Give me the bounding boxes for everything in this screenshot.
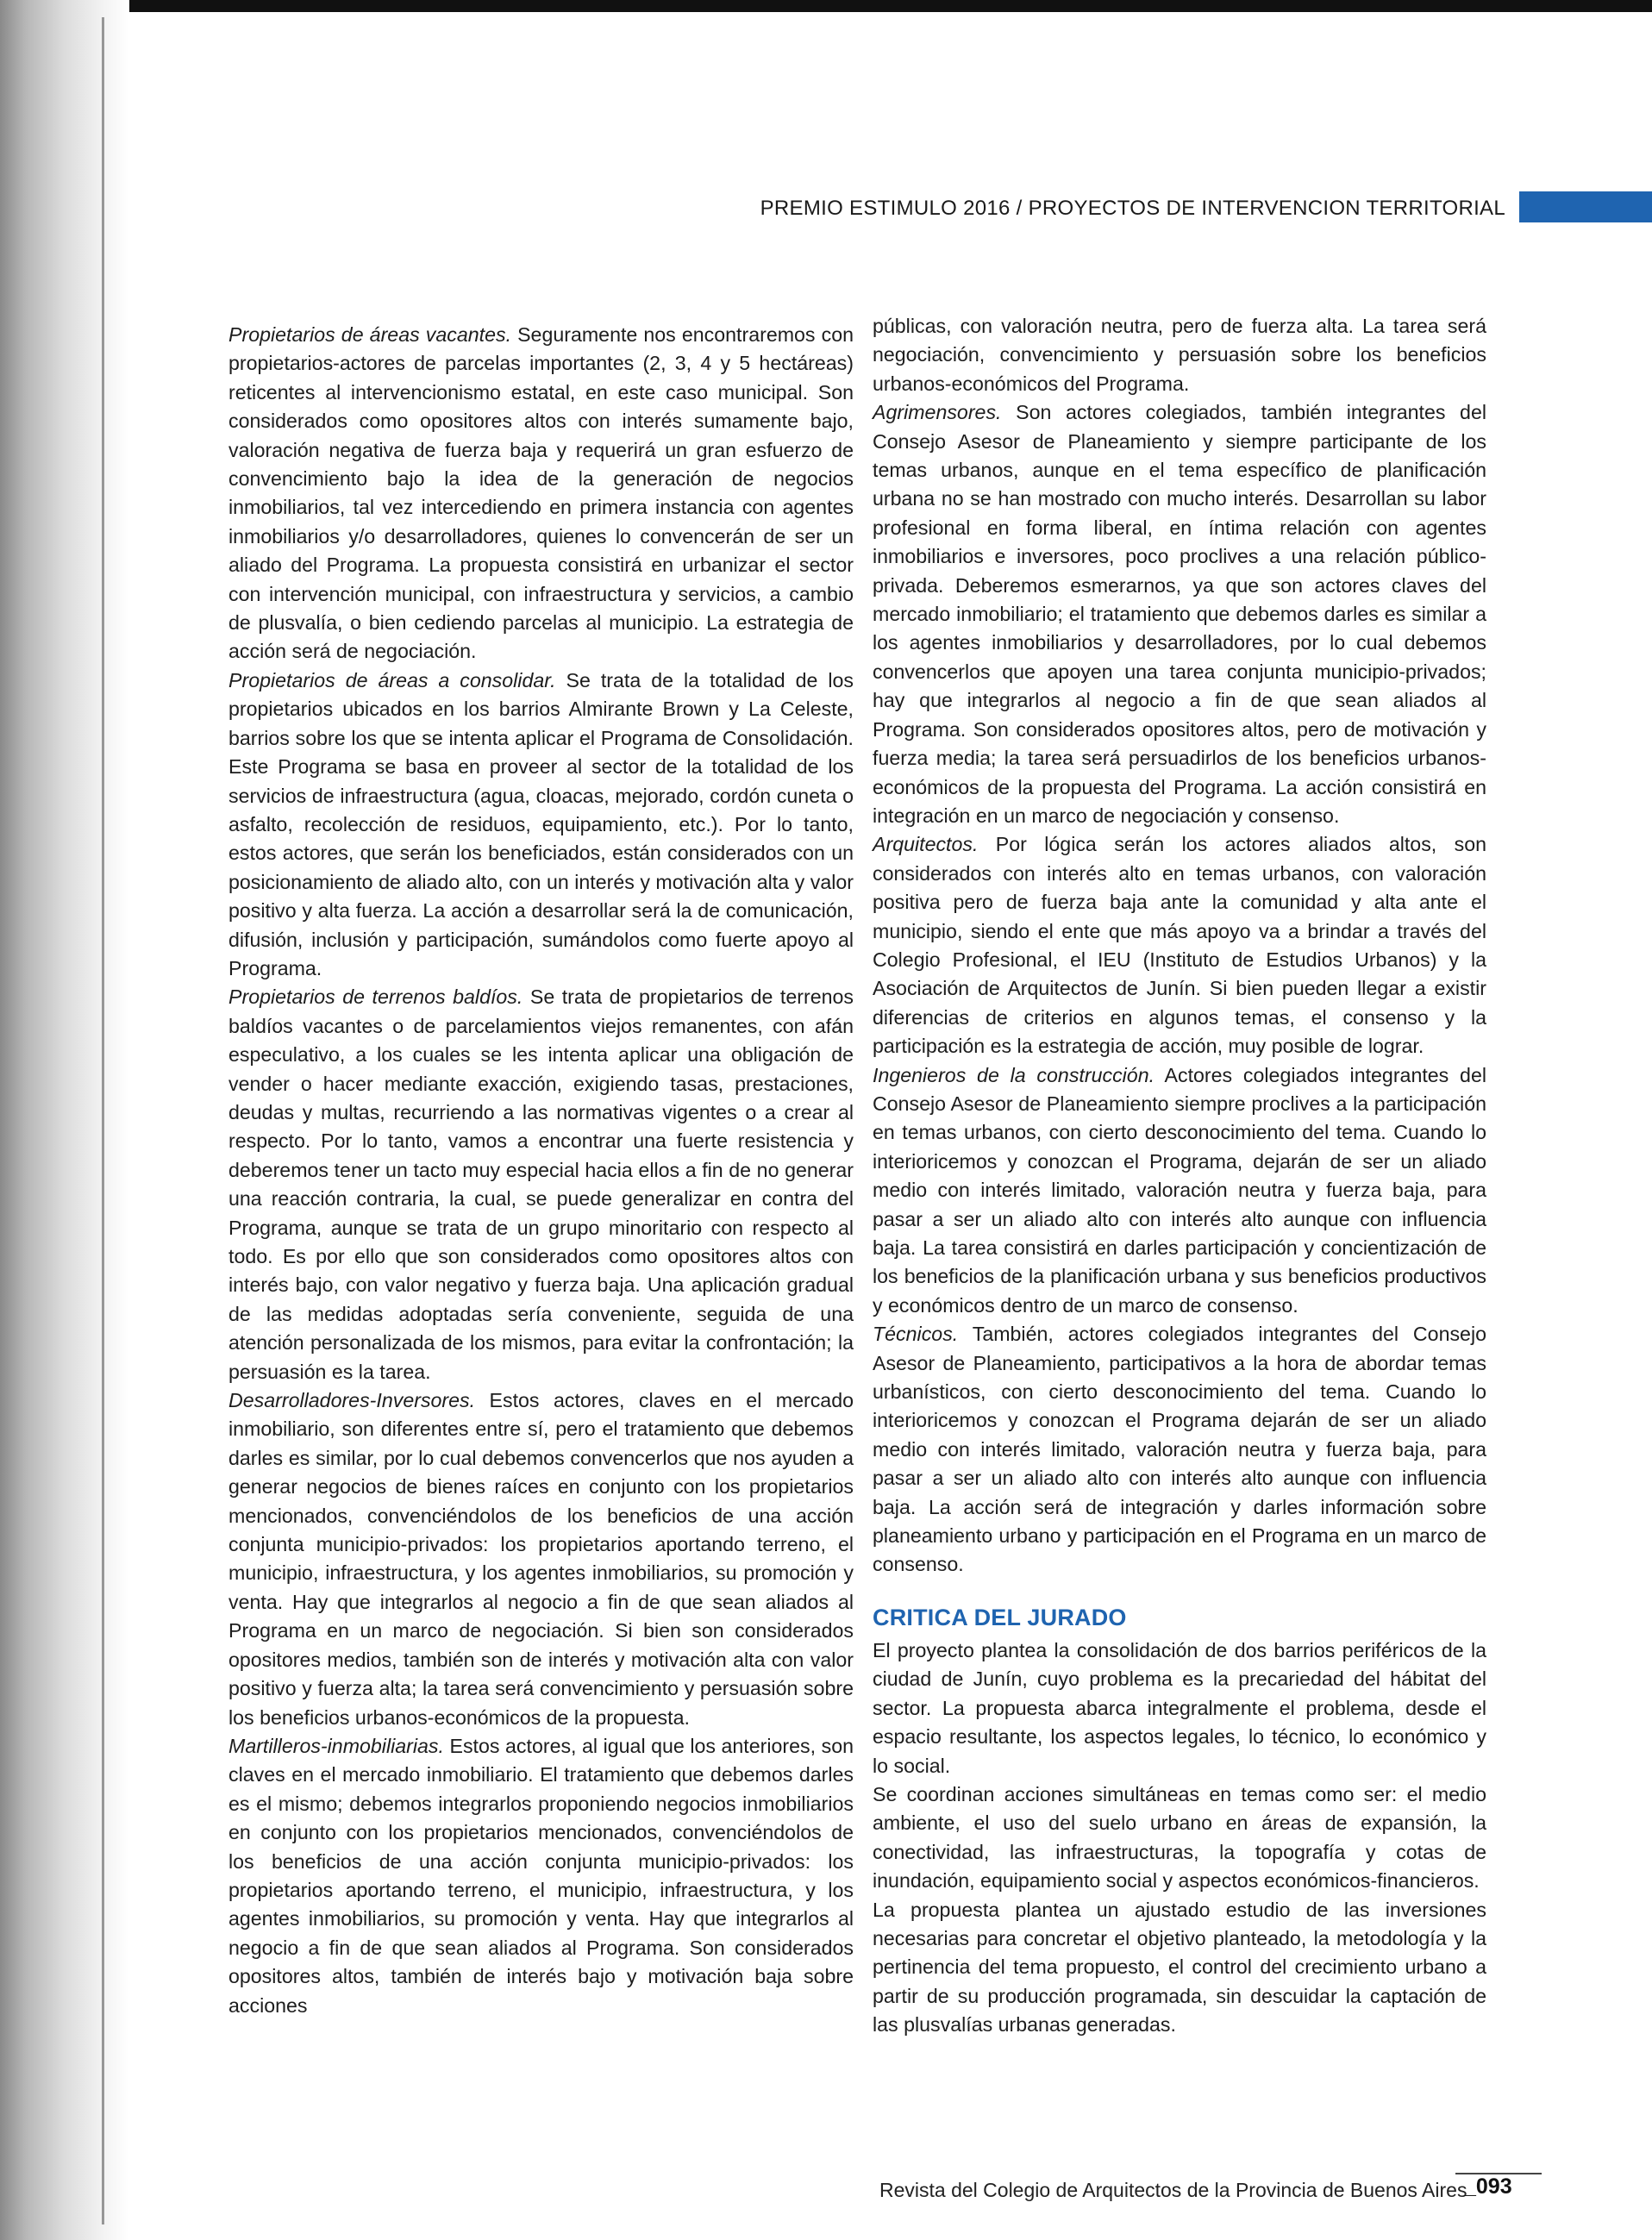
paragraph-text: Estos actores, al igual que los anteriores, son claves en el mercado inmobiliario. El tratamiento que debemos darles es el mismo; debemos integrarlos proponiendo negocios inmobiliarios en conjunto con los propietarios mencionados, convenciéndolos de los beneficios de una acción conjunta municipio-privados: los propietarios aportando terreno, el municipio, infraestructura, y los agentes inmobiliarios, su promoción y venta. Hay que integrarlos al negocio a fin de que sean aliados al Programa. Son considerados opositores altos, también de interés bajo y motivación baja sobre acciones	[228, 1734, 854, 2017]
paragraph	[228, 1386, 854, 1732]
paragraph	[873, 312, 1486, 398]
paragraph-text: Son actores colegiados, también integrantes del Consejo Asesor de Planeamiento y siempre participante de los temas urbanos, aunque en el tema específico de planificación urbana no se han mostrado con mucho interés. Desarrollan su labor profesional en forma liberal, en íntima relación con agentes inmobiliarios e inversores, poco proclives a una relación público-privada. Deberemos esmerarnos, ya que son actores claves del mercado inmobiliario; el tratamiento que debemos darles es similar a los agentes inmobiliarios y desarrolladores, por lo cual debemos convencerlos que apoyen una tarea conjunta municipio-privados; hay que integrarlos al negocio a fin de que sean aliados al Programa. Son considerados opositores altos, pero de motivación y fuerza media; la tarea será persuadirlos de los beneficios urbanos-económicos de la propuesta del Programa. La acción consistirá en integración en un marco de negociación y consenso.	[873, 401, 1486, 827]
header-accent-bar	[1519, 191, 1652, 222]
paragraph-text: Por lógica serán los actores aliados altos, son considerados con interés alto en temas urbanos, con valoración positiva pero de fuerza baja ante la comunidad y alta ante el municipio, siendo el ente que más apoyo va a brindar a través del Colegio Profesional, el IEU (Instituto de Estudios Urbanos) y la Asociación de Arquitectos de Junín. Si bien pueden llegar a existir diferencias de criterios en algunos temas, el consenso y la participación es la estrategia de acción, muy posible de lograr.	[873, 833, 1486, 1058]
paragraph-lead: Propietarios de áreas vacantes.	[228, 323, 512, 346]
critica-paragraph: Se coordinan acciones simultáneas en temas como ser: el medio ambiente, el uso del suelo urbano en áreas de expansión, la conectividad, las infraestructuras, la topografía y cotas de inundación, equipamiento social y aspectos económicos-financieros.	[873, 1782, 1486, 1893]
right-column	[873, 312, 1486, 2040]
footer-journal-name: Revista del Colegio de Arquitectos de la Provincia de Buenos Aires	[879, 2179, 1467, 2201]
paragraph	[228, 1732, 854, 2020]
paragraph	[228, 983, 854, 1386]
paragraph	[228, 321, 854, 666]
paragraph-text: Actores colegiados integrantes del Consejo Asesor de Planeamiento siempre proclives a la participación en temas urbanos, con cierto desconocimiento del tema. Cuando lo interioricemos y conozcan el Programa, dejarán de ser un aliado medio con interés limitado, valoración neutra y fuerza baja, para pasar a ser un aliado alto con interés alto aunque con influencia baja. La tarea consistirá en darles participación y concientización de los beneficios de la planificación urbana y sus beneficios productivos y económicos dentro de un marco de consenso.	[873, 1063, 1486, 1317]
paragraph-lead: Técnicos.	[873, 1323, 959, 1346]
paragraph	[228, 666, 854, 983]
scan-top-edge	[0, 0, 1652, 12]
critica-paragraph: La propuesta plantea un ajustado estudio de las inversiones necesarias para concretar el objetivo planteado, la metodología y la pertinencia del tema propuesto, el control del crecimiento urbano a partir de su producción programada, sin descuidar la captación de las plusvalías urbanas generadas.	[873, 1898, 1486, 2037]
paragraph-lead: Agrimensores.	[873, 401, 1002, 424]
paragraph	[873, 398, 1486, 830]
paragraph-lead: Desarrolladores-Inversores.	[228, 1389, 476, 1412]
paragraph-text: También, actores colegiados integrantes del Consejo Asesor de Planeamiento, participativos a la hora de abordar temas urbanísticos, con cierto desconocimiento del tema. Cuando lo interioricemos y conozcan el Programa dejarán de ser un aliado medio con interés limitado, valoración neutra y fuerza baja, para pasar a ser un aliado alto con interés alto aunque con influencia baja. La acción será de integración y darles información sobre planeamiento urbano y participación en el Programa en un marco de consenso.	[873, 1323, 1486, 1576]
running-header: PREMIO ESTIMULO 2016 / PROYECTOS DE INTERVENCION TERRITORIAL	[760, 197, 1505, 220]
paragraph-text: públicas, con valoración neutra, pero de fuerza alta. La tarea será negociación, convencimiento y persuasión sobre los beneficios urbanos-económicos del Programa.	[873, 315, 1486, 395]
page-number-value: 093	[1475, 2174, 1512, 2199]
left-column	[228, 321, 854, 2020]
paragraph-lead: Ingenieros de la construcción.	[873, 1063, 1155, 1086]
paragraph-lead: Propietarios de terrenos baldíos.	[228, 985, 523, 1009]
paragraph-lead: Arquitectos.	[873, 833, 979, 856]
paragraph	[873, 830, 1486, 1061]
book-spine-shadow	[0, 0, 129, 2240]
section-heading-critica: CRITICA DEL JURADO	[873, 1604, 1127, 1630]
paragraph	[873, 1320, 1486, 1580]
page-number: _093	[1464, 2174, 1512, 2199]
paragraph-text: Seguramente nos encontraremos con propietarios-actores de parcelas importantes (2, 3, 4 y 5 hectáreas) reticentes al intervencionismo estatal, en este caso municipal. Son considerados como opositores altos con interés sumamente bajo, valoración negativa de fuerza baja y requerirá un gran esfuerzo de convencimiento bajo la idea de la generación de negocios inmobiliarios, tal vez intercediendo en primera instancia con agentes inmobiliarios y/o desarrolladores, quienes lo convencerán de ser un aliado del Programa. La propuesta consistirá en urbanizar el sector con intervención municipal, con infraestructura y servicios, a cambio de plusvalía, o bien cediendo parcelas al municipio. La estrategia de acción será de negociación.	[228, 323, 854, 663]
paragraph	[873, 1061, 1486, 1321]
paragraph-text: Se trata de la totalidad de los propietarios ubicados en los barrios Almirante Brown y La Celeste, barrios sobre los que se intenta aplicar el Programa de Consolidación. Este Programa se basa en proveer al sector de la totalidad de los servicios de infraestructura (agua, cloacas, mejorado, cordón cuneta o asfalto, recolección de residuos, equipamiento, etc.). Por lo tanto, estos actores, que serán los beneficiados, están considerados con un posicionamiento de aliado alto, con un interés y motivación alta y valor positivo y alta fuerza. La acción a desarrollar será la de comunicación, difusión, inclusión y participación, sumándolos como fuerte apoyo al Programa.	[228, 668, 854, 979]
book-spine-fold	[102, 17, 104, 2224]
paragraph-lead: Propietarios de áreas a consolidar.	[228, 668, 556, 691]
paragraph-text: Estos actores, claves en el mercado inmobiliario, son diferentes entre sí, pero el tratamiento que debemos darles es similar, por lo cual debemos convencerlos que nos ayuden a generar negocios de bienes raíces en conjunto con los propietarios mencionados, convenciéndolos de los beneficios de una acción conjunta municipio-privados: los propietarios aportando terreno, el municipio, infraestructura, y los agentes inmobiliarios, su promoción y venta. Hay que integrarlos al negocio a fin de que sean aliados al Programa en un marco de negociación. Si bien son considerados opositores medios, también son de interés y motivación alta con valor positivo y fuerza alta; la tarea será convencimiento y persuasión sobre los beneficios urbanos-económicos de la propuesta.	[228, 1389, 854, 1729]
critica-paragraph: El proyecto plantea la consolidación de dos barrios periféricos de la ciudad de Junín, cuyo problema es la precariedad del hábitat del sector. La propuesta abarca integralmente el problema, desde el espacio resultante, los aspectos legales, lo técnico, lo económico y lo social.	[873, 1638, 1486, 1777]
paragraph-text: Se trata de propietarios de terrenos baldíos vacantes o de parcelamientos viejos remanentes, con afán especulativo, a los cuales se les intenta aplicar una obligación de vender o hacer mediante exacción, exigiendo tasas, prestaciones, deudas y multas, recurriendo a las normativas vigentes o a crear al respecto. Por lo tanto, vamos a encontrar una fuerte resistencia y deberemos tener un tacto muy especial hacia ellos a fin de no generar una reacción contraria, la cual, se puede generalizar en contra del Programa, aunque se trata de un grupo minoritario con respecto al todo. Es por ello que son considerados como opositores altos con interés bajo, con valor negativo y fuerza baja. Una aplicación gradual de las medidas adoptadas sería conveniente, seguida de una atención personalizada de los mismos, para evitar la confrontación; la persuasión es la tarea.	[228, 985, 854, 1383]
paragraph-lead: Martilleros-inmobiliarias.	[228, 1734, 444, 1757]
